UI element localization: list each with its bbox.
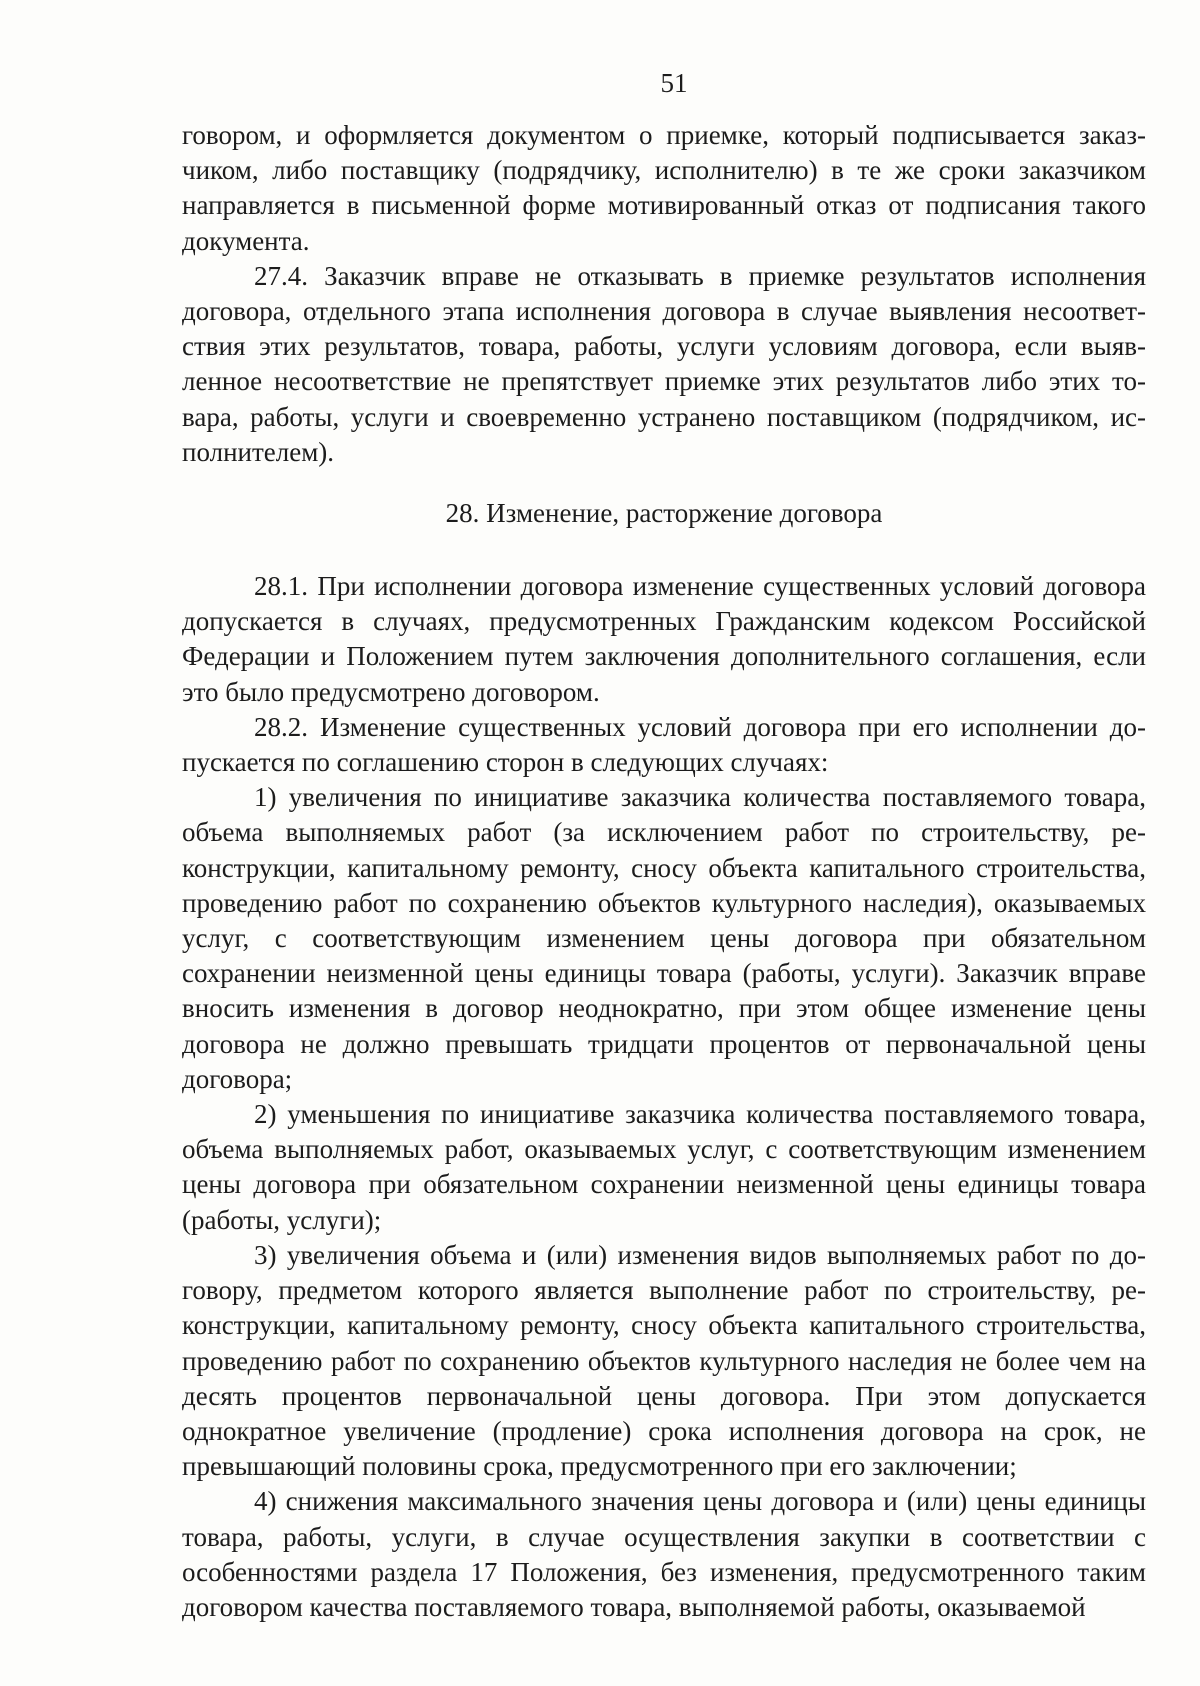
- page-number: 51: [660, 68, 688, 98]
- list-item-4: 4) снижения максимального значения цены договора и (или) цены единицы товара, работы, услуги, в случае осуществления закупки в соответствии с особенностями раздела 17 Положения, без изменения, предусмотренного таким договором качества поставляемого товара, выполняемой работы, оказываемой: [182, 1486, 1146, 1622]
- paragraph-28-2: 28.2. Изменение существенных условий договора при его исполнении допускается по соглашению сторон в следующих случаях:: [182, 711, 1146, 778]
- list-item-3: 3) увеличения объема и (или) изменения видов выполняемых работ по договору, предметом которого является выполнение работ по строительству, реконструкции, капитальному ремонту, сносу объекта капитального строительства, проведению работ по сохранению объектов культурного наследия не более чем на десять процентов первоначальной цены договора. При этом допускается однократное увеличение (продление) срока исполнения договора на срок, не превышающий половины срока, предусмотренного при его заключении;: [182, 1239, 1146, 1482]
- paragraph-28-1: 28.1. При исполнении договора изменение существенных условий договора допускается в случаях, предусмотренных Гражданским кодексом Российской Федерации и Положением путем заключения дополнительного соглашения, если это было предусмотрено договором.: [182, 571, 1146, 707]
- list-item-2: 2) уменьшения по инициативе заказчика количества поставляемого товара, объема выполняемых работ, оказываемых услуг, с соответствующим изменением цены договора при обязательном сохранении неизменной цены единицы товара (работы, услуги);: [182, 1099, 1146, 1235]
- document-page: [182, 66, 1146, 1625]
- section-heading: 28. Изменение, расторжение договора: [445, 498, 883, 529]
- paragraph-continuation: говором, и оформляется документом о приемке, который подписывается заказчиком, либо поставщику (подрядчику, исполнителю) в те же сроки заказчиком направляется в письменной форме мотивированный отказ от подписания такого документа.: [182, 120, 1146, 256]
- list-item-1: 1) увеличения по инициативе заказчика количества поставляемого товара, объема выполняемых работ (за исключением работ по строительству, реконструкции, капитальному ремонту, сносу объекта капитального строительства, проведению работ по сохранению объектов культурного наследия), оказываемых услуг, с соответствующим изменением цены договора при обязательном сохранении неизменной цены единицы товара (работы, услуги). Заказчик вправе вносить изменения в договор неоднократно, при этом общее изменение цены договора не должно превышать тридцати процентов от первоначальной цены договора;: [182, 782, 1146, 1094]
- paragraph-27-4: 27.4. Заказчик вправе не отказывать в приемке результатов исполнения договора, отдельного этапа исполнения договора в случае выявления несоответствия этих результатов, товара, работы, услуги условиям договора, если выявленное несоответствие не препятствует приемке этих результатов либо этих товара, работы, услуги и своевременно устранено поставщиком (подрядчиком, исполнителем).: [182, 260, 1146, 467]
